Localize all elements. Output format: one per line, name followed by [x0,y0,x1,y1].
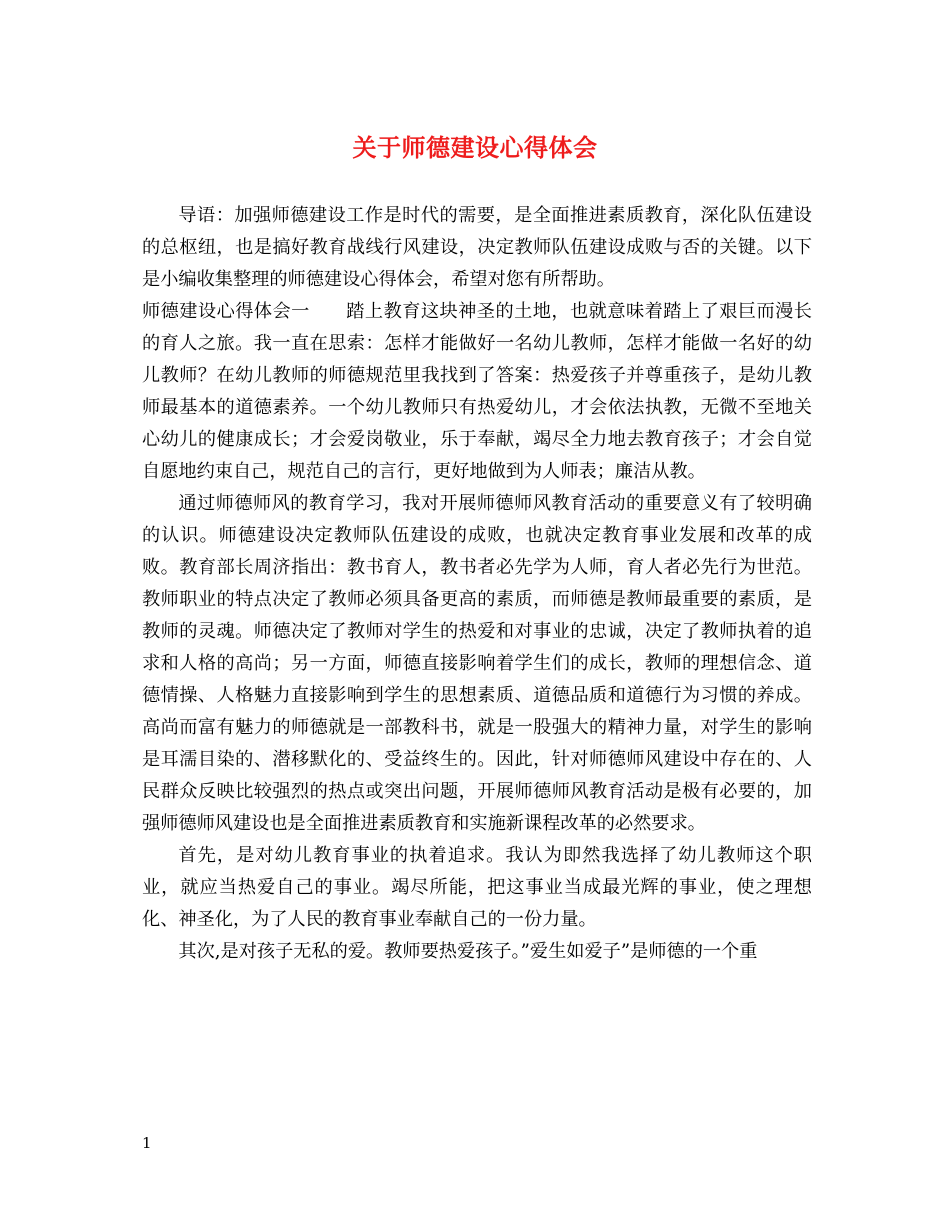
document-title: 关于师德建设心得体会 [352,133,598,162]
section-one-text: 踏上教育这块神圣的土地，也就意味着踏上了艰巨而漫长的育人之旅。我一直在思索：怎样才能做好一名幼儿教师，怎样才能做一名好的幼儿教师？在幼儿教师的师德规范里我找到了答案：热爱孩子并尊重孩子，是幼儿教师最基本的道德素养。一个幼儿教师只有热爱幼儿，才会依法执教，无微不至地关心幼儿的健康成长；才会爱岗敬业，乐于奉献，竭尽全力地去教育孩子；才会自觉自愿地约束自己，规范自己的言行，更好地做到为人师表；廉洁从教。 [142,301,812,482]
document-body [142,200,812,968]
section-one-paragraph [142,296,812,488]
body-paragraph: 其次,是对孩子无私的爱。教师要热爱孩子。”爱生如爱子”是师德的一个重 [178,941,758,962]
body-paragraph: 首先，是对幼儿教育事业的执着追求。我认为即然我选择了幼儿教师这个职业，就应当热爱自己的事业。竭尽所能，把这事业当成最光辉的事业，使之理想化、神圣化，为了人民的教育事业奉献自己的一份力量。 [142,845,812,930]
body-paragraph: 通过师德师风的教育学习，我对开展师德师风教育活动的重要意义有了较明确的认识。师德建设决定教师队伍建设的成败，也就决定教育事业发展和改革的成败。教育部长周济指出：教书育人，教书者必先学为人师，育人者必先行为世范。教师职业的特点决定了教师必须具备更高的素质，而师德是教师最重要的素质，是教师的灵魂。师德决定了教师对学生的热爱和对事业的忠诚，决定了教师执着的追求和人格的高尚；另一方面，师德直接影响着学生们的成长，教师的理想信念、道德情操、人格魅力直接影响到学生的思想素质、道德品质和道德行为习惯的养成。高尚而富有魅力的师德就是一部教科书，就是一股强大的精神力量，对学生的影响是耳濡目染的、潜移默化的、受益终生的。因此，针对师德师风建设中存在的、人民群众反映比较强烈的热点或突出问题，开展师德师风教育活动是极有必要的，加强师德师风建设也是全面推进素质教育和实施新课程改革的必然要求。 [142,493,812,834]
intro-paragraph: 导语：加强师德建设工作是时代的需要，是全面推进素质教育，深化队伍建设的总枢纽，也是搞好教育战线行风建设，决定教师队伍建设成败与否的关键。以下是小编收集整理的师德建设心得体会，希望对您有所帮助。 [142,205,812,290]
section-one-heading: 师德建设心得体会一 [142,301,310,322]
page-number: 1 [142,1134,152,1152]
